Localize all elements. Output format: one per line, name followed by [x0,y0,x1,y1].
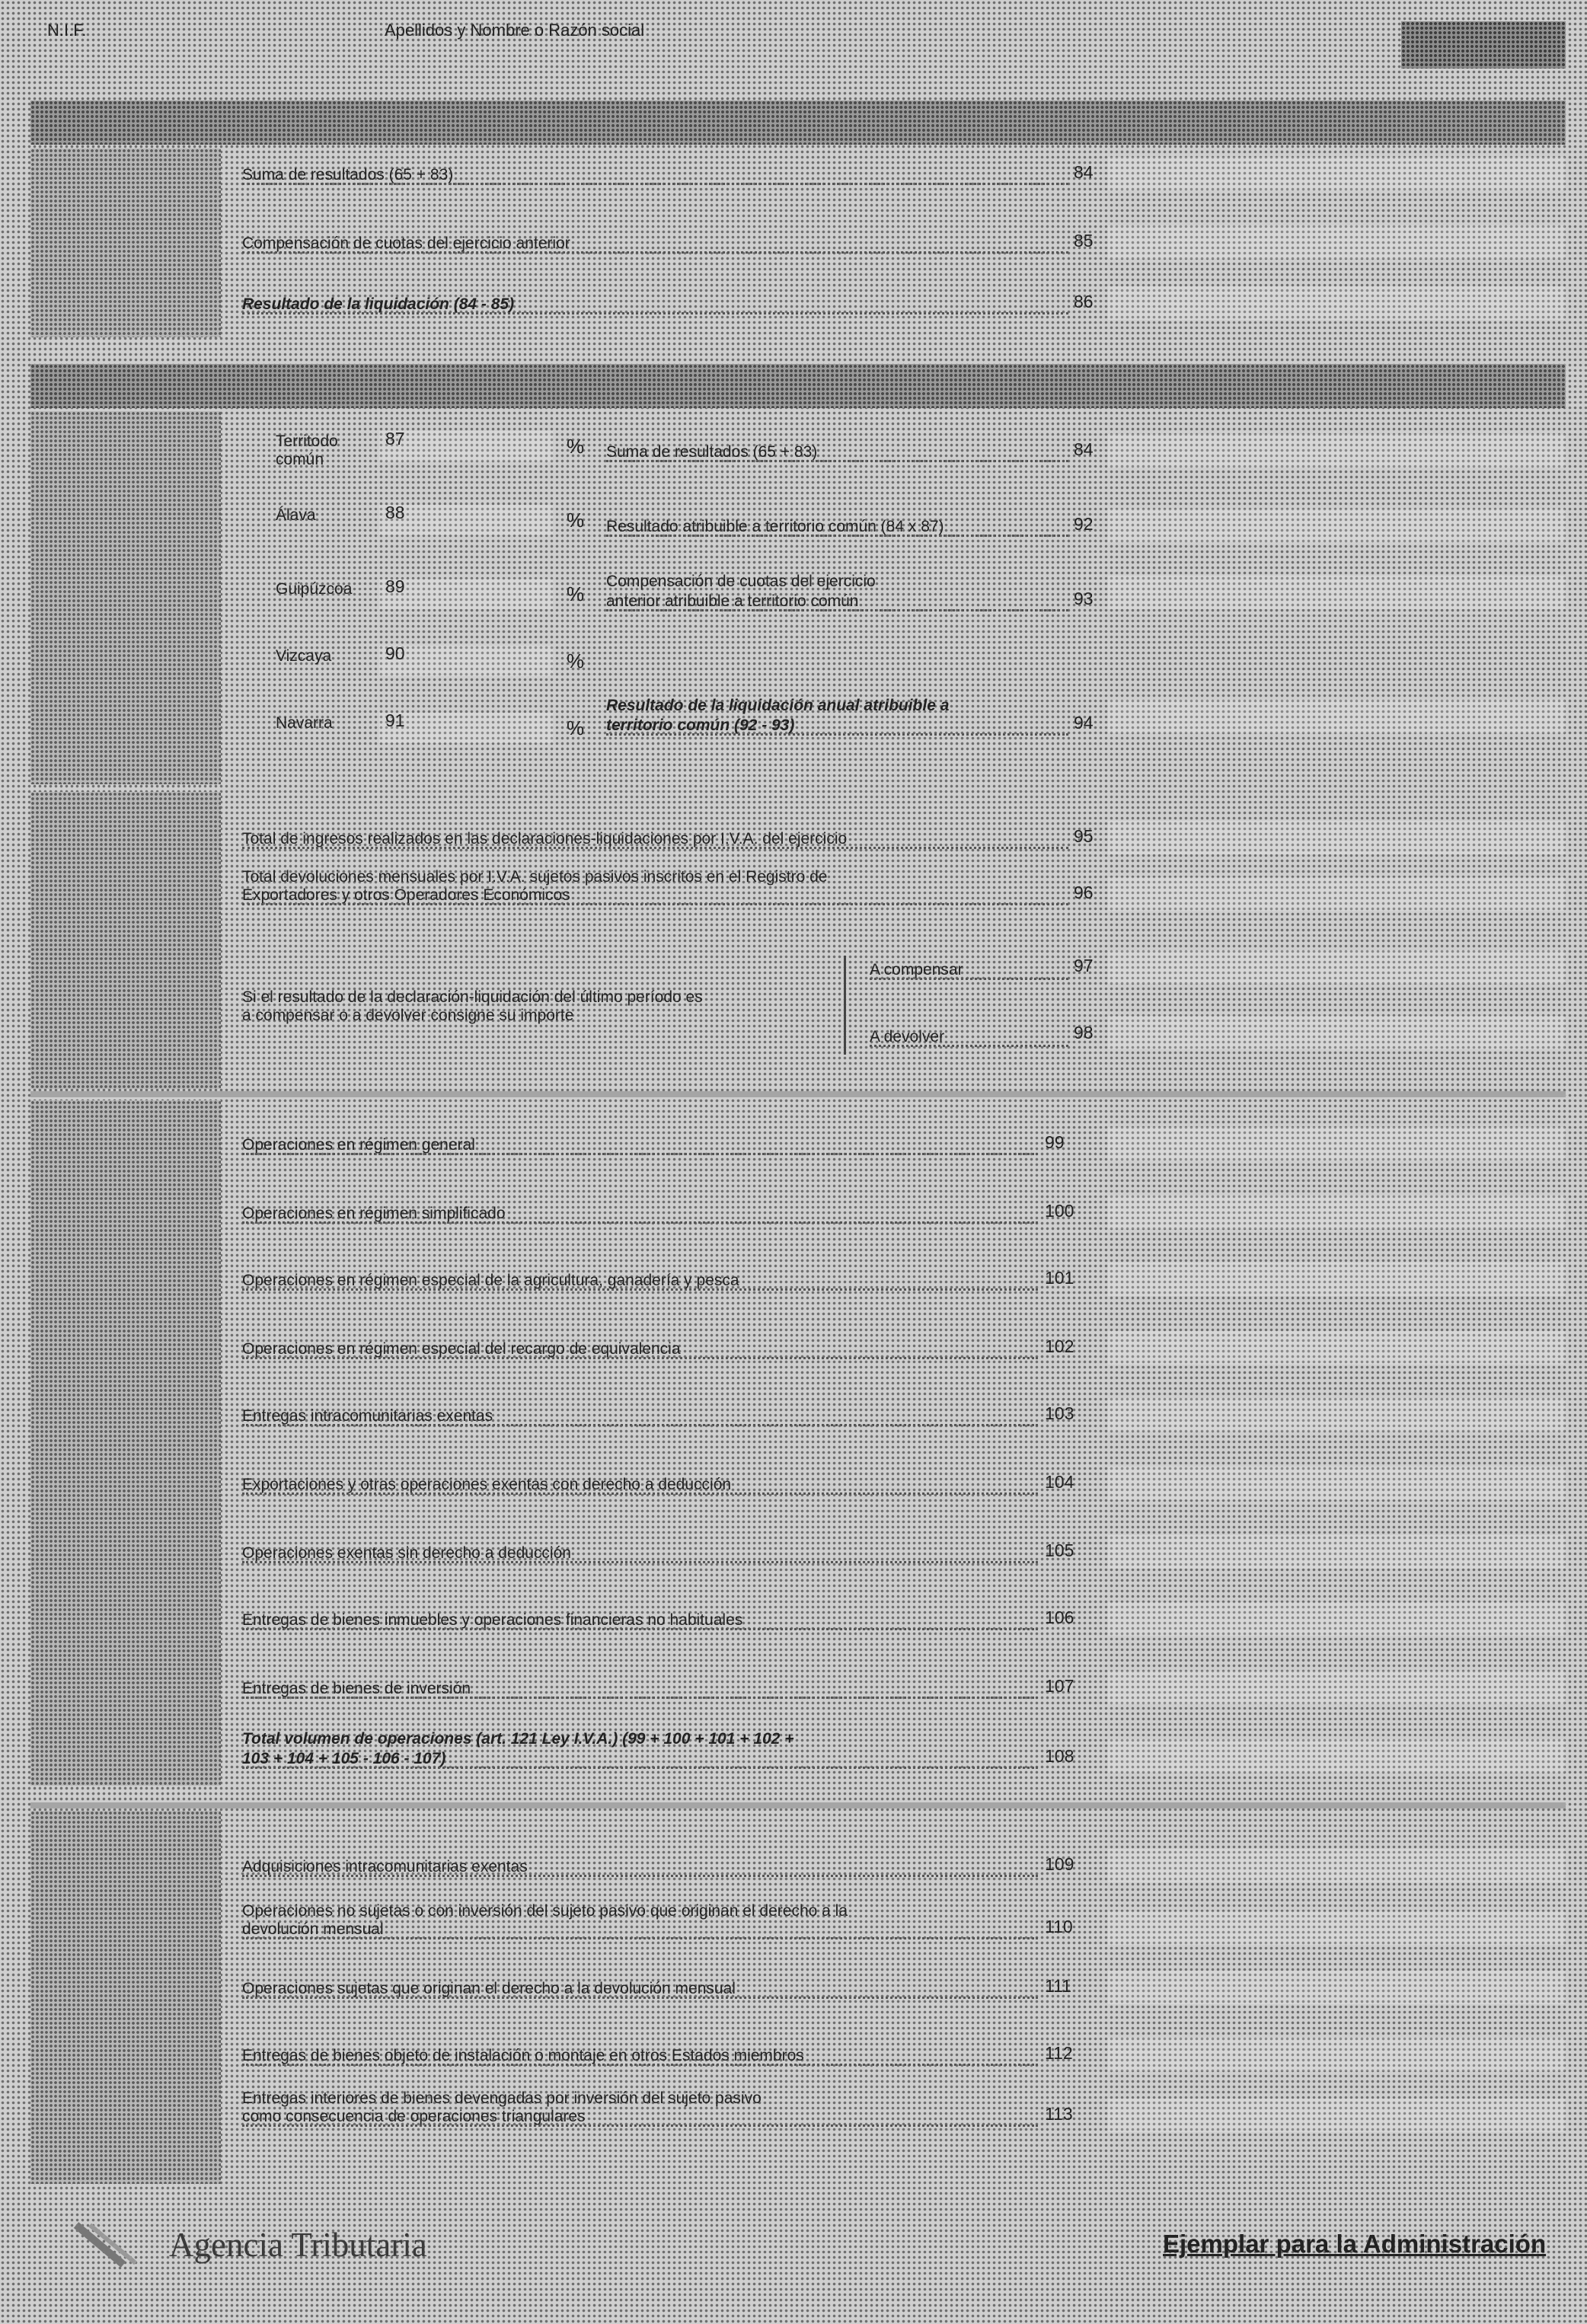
box-code: 112 [1045,2043,1073,2063]
result-row-label: Suma de resultados (65 + 83) [242,166,454,184]
dot-leader [870,1045,1068,1047]
dot-leader [606,609,1068,611]
amount-box-106[interactable] [1108,1602,1565,1636]
territory-code: 88 [385,503,405,522]
section-divider-2 [30,1802,1566,1808]
dot-leader [606,733,1068,736]
box-code: 85 [1074,231,1094,251]
other-row-label: Operaciones sujetas que originan el derecho a la devolución mensual [242,1980,736,1997]
result-row-label: Resultado de la liquidación (84 - 85) [242,295,515,313]
box-code: 105 [1045,1540,1074,1560]
last-period-label: Si el resultado de la declaración-liquidación del último período es [242,988,703,1006]
other-row-label-line2: devolución mensual [242,1920,384,1938]
a-devolver-label: A devolver [870,1028,945,1045]
dot-leader [242,183,1068,185]
payments-row-label: Total de ingresos realizados en las declaraciones-liquidaciones por I.V.A. del ejercicio [242,830,848,848]
territory-name: Territodo [276,433,338,450]
amount-box-94[interactable] [1108,700,1565,733]
section-result-panel [30,148,221,337]
percent-sign: % [567,717,585,739]
dot-leader [242,1288,1038,1291]
other-row-label: Entregas interiores de bienes devengadas por inversión del sujeto pasivo [242,2089,762,2107]
amount-box-98[interactable] [1108,1016,1565,1049]
operations-row-label: Entregas intracomunitarias exentas [242,1407,493,1425]
operations-row-label: Operaciones en régimen general [242,1136,475,1154]
dot-leader [242,1937,1038,1939]
dot-leader [242,1997,1038,1999]
brace [844,956,854,1055]
dot-leader [242,2124,1038,2127]
territory-right-label-line2: territorio común (92 - 93) [606,717,795,734]
section-payments-panel [30,792,221,1089]
territory-name-line2: común [276,451,324,468]
dot-leader [242,847,1068,849]
amount-box-101[interactable] [1108,1263,1565,1296]
box-code: 106 [1045,1607,1074,1627]
box-code: 111 [1045,1976,1071,1996]
box-code: 86 [1074,292,1094,311]
dot-leader [242,903,1068,905]
box-code: 102 [1045,1336,1074,1356]
dot-leader [242,1561,1038,1563]
dot-leader [242,1697,1038,1699]
box-code: 104 [1045,1472,1074,1492]
box-code: 108 [1045,1746,1074,1766]
amount-box-112[interactable] [1108,2038,1565,2071]
percent-sign: % [567,650,585,672]
territory-percent-box[interactable] [379,431,553,461]
percent-sign: % [567,509,585,532]
section-territory-band [30,364,1566,408]
territory-code: 87 [385,429,405,449]
operations-row-label: Entregas de bienes inmuebles y operaciones financieras no habituales [242,1611,743,1629]
dot-leader [242,312,1068,314]
section-result-band [30,101,1566,145]
box-code: 84 [1074,162,1094,182]
operations-row-label: Operaciones en régimen especial de la agricultura, ganadería y pesca [242,1272,739,1289]
box-code: 113 [1045,2104,1073,2124]
territory-code: 89 [385,576,405,596]
operations-row-label: Total volumen de operaciones (art. 121 Ley I.V.A.) (99 + 100 + 101 + 102 + [242,1730,794,1748]
amount-box-96[interactable] [1108,877,1565,911]
dot-leader [606,535,1068,537]
agency-logo-icon [70,2222,139,2275]
territory-right-label: Resultado atribuible a territorio común (84 x 87) [606,518,944,535]
amount-box-102[interactable] [1108,1331,1565,1365]
territory-code: 91 [385,710,405,730]
other-row-label-line2: como consecuencia de operaciones triangulares [242,2108,586,2125]
amount-box-95[interactable] [1108,821,1565,854]
amount-box-84[interactable] [1108,157,1565,190]
territory-name: Navarra [276,714,333,732]
amount-box-84[interactable] [1108,434,1565,468]
territory-percent-box[interactable] [379,643,553,676]
section-divider [30,1091,1566,1097]
territory-percent-box[interactable] [379,505,553,535]
box-code: 110 [1045,1917,1073,1936]
dot-leader [242,1628,1038,1630]
box-code: 97 [1074,956,1094,975]
payments-row-label-line2: Exportadores y otros Operadores Económicos [242,886,570,904]
other-row-label: Adquisiciones intracomunitarias exentas [242,1858,528,1875]
amount-box-104[interactable] [1108,1467,1565,1500]
box-code: 100 [1045,1201,1074,1221]
amount-box-86[interactable] [1108,286,1565,320]
territory-name: Álava [276,506,316,524]
amount-box-99[interactable] [1108,1127,1565,1160]
name-label: Apellidos y Nombre o Razón social [385,21,645,40]
amount-box-105[interactable] [1108,1535,1565,1569]
dot-leader [870,978,1068,980]
amount-box-108[interactable] [1108,1739,1565,1773]
percent-sign: % [567,583,585,605]
territory-name: Vizcaya [276,647,332,665]
result-row-label: Compensación de cuotas del ejercicio anterior [242,235,570,252]
operations-row-label: Exportaciones y otras operaciones exentas con derecho a deducción [242,1476,732,1493]
operations-row-label: Entregas de bienes de inversión [242,1680,471,1697]
territory-right-label: Suma de resultados (65 + 83) [606,443,818,461]
territory-code: 90 [385,643,405,663]
dot-leader [606,460,1068,462]
dot-leader [242,1767,1038,1769]
amount-box-107[interactable] [1108,1671,1565,1704]
amount-box-93[interactable] [1108,576,1565,609]
box-code: 92 [1074,514,1094,534]
other-row-label: Entregas de bienes objeto de instalación o montaje en otros Estados miembros [242,2047,804,2064]
dot-leader [242,1492,1038,1495]
dot-leader [242,1424,1038,1426]
section-territory-panel [30,411,221,784]
box-code: 103 [1045,1403,1074,1423]
territory-right-label-line2: anterior atribuible a territorio común [606,592,859,610]
amount-box-109[interactable] [1108,1849,1565,1882]
territory-right-label: Resultado de la liquidación anual atribuible a [606,697,950,714]
payments-row-label: Total devoluciones mensuales por I.V.A. sujetos pasivos inscritos en el Registro de [242,868,828,886]
nif-label: N.I.F. [47,21,87,40]
dot-leader [242,1875,1038,1877]
box-code: 94 [1074,713,1094,733]
dot-leader [242,1357,1038,1359]
box-code: 107 [1045,1676,1074,1696]
amount-box-110[interactable] [1108,1911,1565,1945]
operations-row-label: Operaciones en régimen especial del recargo de equivalencia [242,1340,681,1358]
percent-sign: % [567,435,585,458]
box-code: 95 [1074,826,1094,846]
amount-box-85[interactable] [1108,225,1565,259]
box-code: 109 [1045,1854,1074,1874]
operations-row-label: Operaciones exentas sin derecho a deducción [242,1544,571,1562]
amount-box-111[interactable] [1108,1971,1565,2004]
dot-leader [242,1153,1038,1155]
section-other-panel [30,1811,221,2184]
section-operations-panel [30,1100,221,1786]
agency-name: Agencia Tributaria [169,2226,427,2264]
box-code: 84 [1074,439,1094,459]
amount-box-100[interactable] [1108,1196,1565,1229]
last-period-label-line2: a compensar o a devolver consigne su importe [242,1007,574,1024]
dot-leader [242,2064,1038,2066]
dot-leader [242,1221,1038,1224]
amount-box-113[interactable] [1108,2099,1565,2132]
box-code: 99 [1045,1132,1065,1152]
dot-leader [242,251,1068,254]
territory-percent-box[interactable] [379,576,553,609]
copy-label: Ejemplar para la Administración [1163,2230,1547,2258]
operations-row-label-line2: 103 + 104 + 105 - 106 - 107) [242,1750,446,1767]
header-corner-box [1401,21,1566,69]
a-compensar-label: A compensar [870,961,963,978]
territory-name: Guipúzcoa [276,580,353,598]
amount-box-103[interactable] [1108,1398,1565,1432]
amount-box-97[interactable] [1108,950,1565,984]
box-code: 96 [1074,883,1094,902]
amount-box-92[interactable] [1108,509,1565,542]
territory-percent-box[interactable] [379,710,553,743]
other-row-label: Operaciones no sujetas o con inversión del sujeto pasivo que originan el derecho a la [242,1902,848,1920]
box-code: 101 [1045,1268,1074,1288]
territory-right-label: Compensación de cuotas del ejercicio [606,573,876,590]
box-code: 98 [1074,1023,1094,1042]
box-code: 93 [1074,589,1094,608]
operations-row-label: Operaciones en régimen simplificado [242,1205,506,1222]
